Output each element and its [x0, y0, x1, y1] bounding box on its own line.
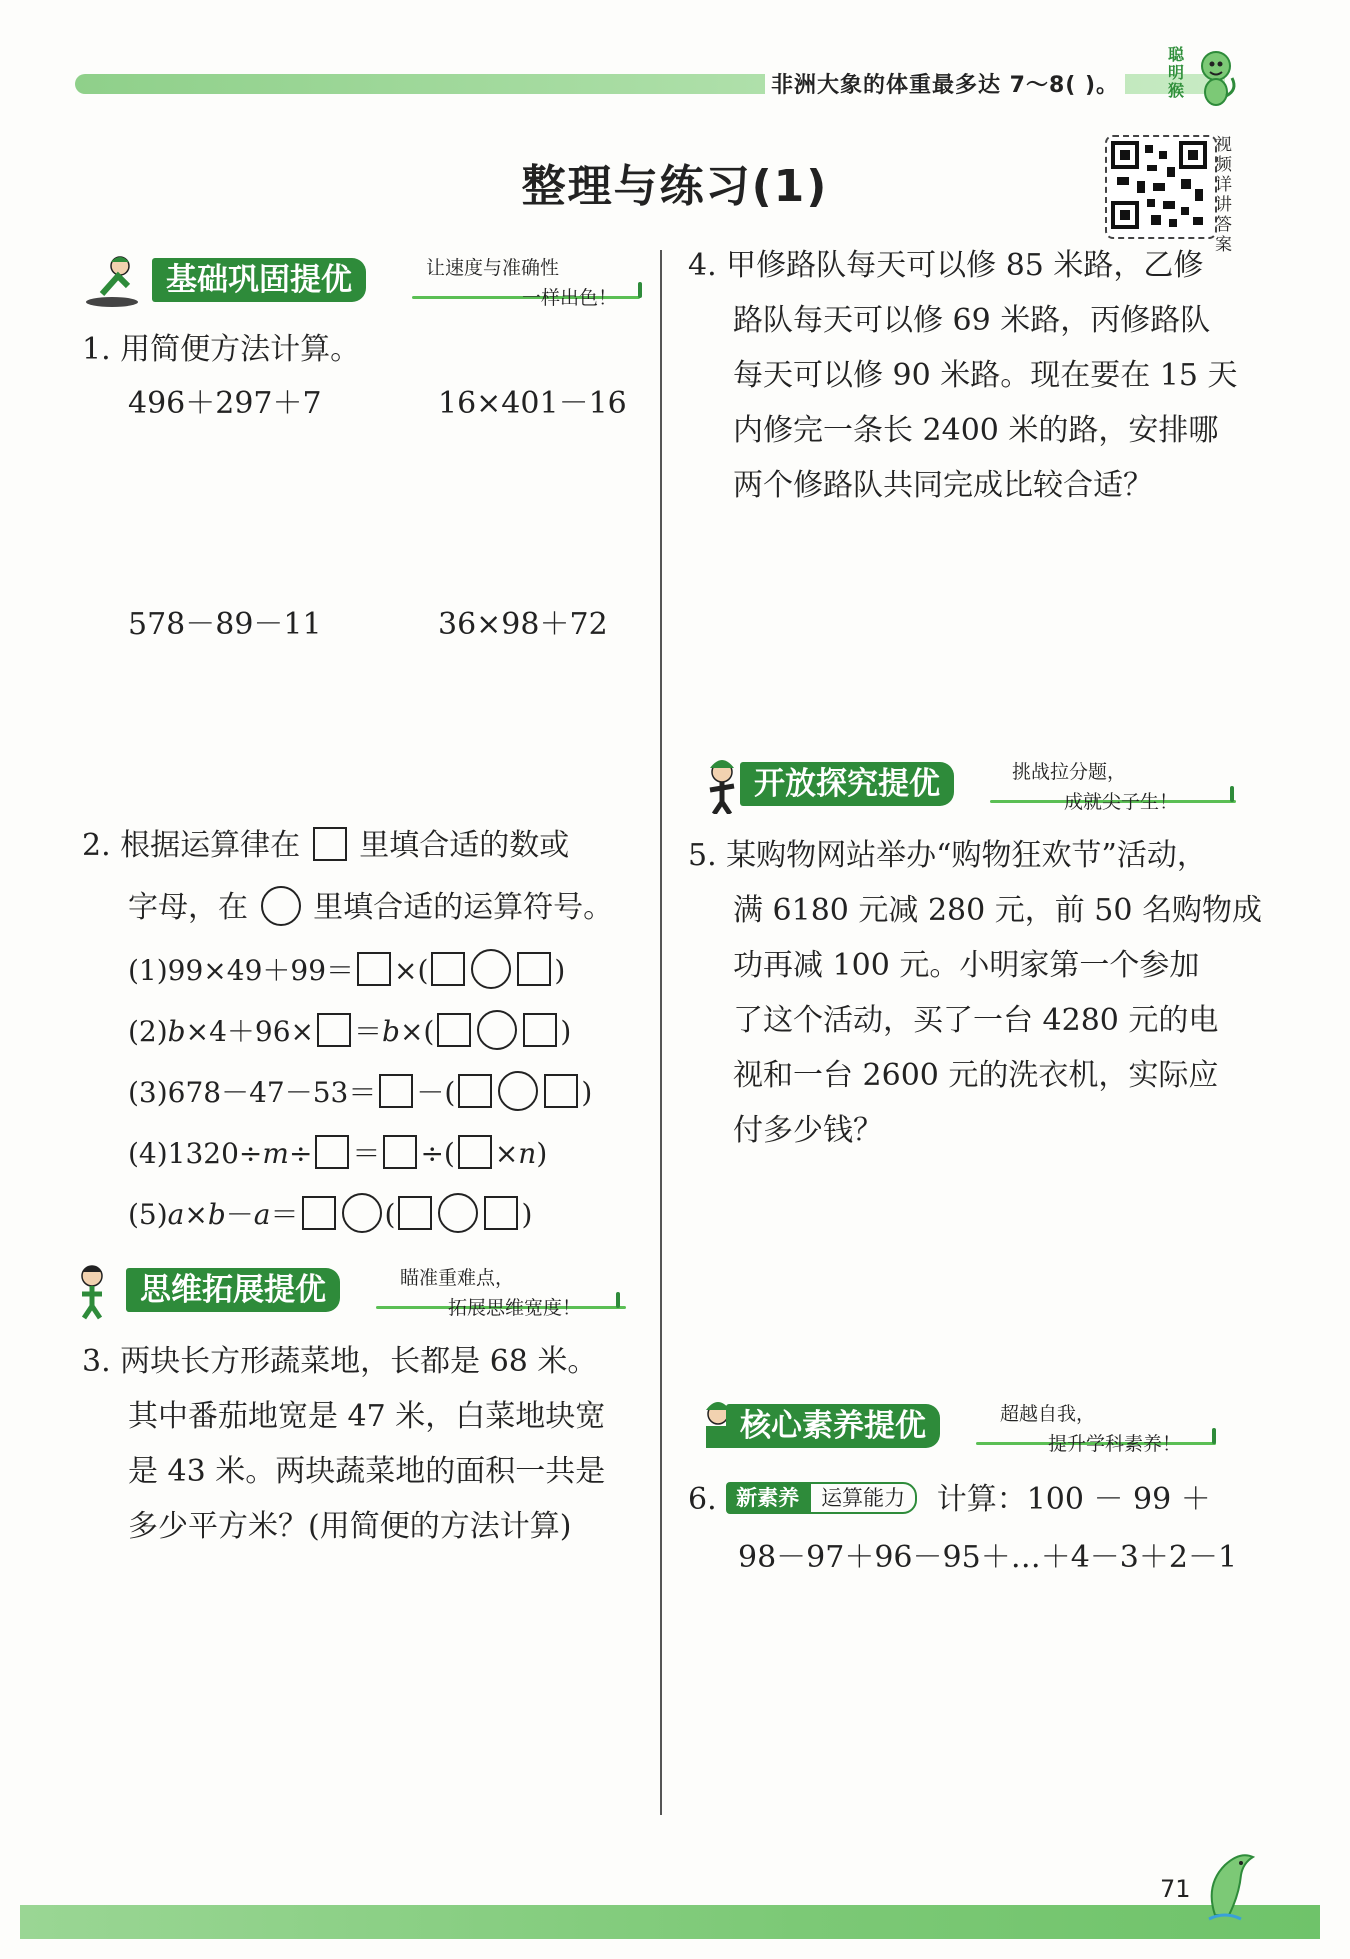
q2-part-text: (3)678－47－53＝: [128, 1076, 377, 1109]
q2-part-5: (5)a×b－a＝ ( ): [128, 1184, 532, 1245]
header-tip: 非洲大象的体重最多达 7～8( )。: [765, 68, 1125, 99]
question-4-line-3: 每天可以修 90 米路。现在要在 15 天: [733, 358, 1238, 393]
qr-caption: 视频详讲答案: [1215, 135, 1232, 255]
answer-box[interactable]: [544, 1074, 578, 1108]
q2-var: n: [518, 1137, 537, 1170]
answer-box[interactable]: [484, 1196, 518, 1230]
section-header-basic: [82, 257, 642, 309]
section-label: 核心素养提优: [726, 1404, 940, 1448]
answer-box[interactable]: [302, 1196, 336, 1230]
q2-part-text: ÷: [288, 1137, 313, 1170]
section-motto-1: 超越自我，: [1000, 1403, 1096, 1425]
q2-part-text: －: [225, 1198, 254, 1231]
q2-part-2: (2)b×4＋96× ＝b×( ): [128, 1001, 571, 1062]
q2-text: 2. 根据运算律在: [82, 828, 301, 863]
q2-part-text: ×4＋96×: [185, 1015, 314, 1048]
answer-circle[interactable]: [438, 1193, 478, 1233]
new-literacy-tag: 新素养: [726, 1482, 809, 1514]
answer-box[interactable]: [517, 952, 551, 986]
q2-part-text: ×: [184, 1198, 208, 1231]
q2-var: m: [262, 1137, 289, 1170]
q2-text: 里填合适的数或: [359, 828, 570, 863]
answer-box[interactable]: [431, 952, 465, 986]
q2-part-1: (1)99×49＋99＝ ×( ): [128, 940, 565, 1001]
answer-box[interactable]: [313, 827, 347, 861]
answer-box[interactable]: [317, 1013, 351, 1047]
q1-expr-b: 16×401－16: [438, 386, 627, 421]
mascot-label: 聪明猴: [1168, 45, 1185, 100]
section-label: 开放探究提优: [740, 762, 954, 806]
answer-box[interactable]: [379, 1074, 413, 1108]
question-6-line-1: [688, 1472, 1211, 1528]
page-number: 71: [1160, 1875, 1191, 1903]
answer-box[interactable]: [523, 1013, 557, 1047]
section-motto-2: 拓展思维宽度！: [448, 1297, 582, 1319]
bottom-banner-stripe: [20, 1905, 1320, 1939]
answer-box[interactable]: [357, 952, 391, 986]
boy-on-skateboard-icon: [82, 252, 148, 310]
section-motto-2: 一样出色！: [522, 287, 618, 309]
q2-part-3: (3)678－47－53＝ －( ): [128, 1062, 592, 1123]
section-header-open: [688, 761, 1238, 813]
dolphin-icon: [1195, 1845, 1265, 1925]
q2-part-4: (4)1320÷m÷ ＝ ÷( ×n): [128, 1137, 548, 1170]
q1-expr-c: 578－89－11: [128, 607, 322, 642]
answer-box[interactable]: [398, 1196, 432, 1230]
question-3-line-4: 多少平方米？(用简便的方法计算): [128, 1509, 572, 1544]
q2-text: 字母，在: [128, 890, 248, 925]
answer-box[interactable]: [315, 1135, 349, 1169]
boy-thinking-icon: [58, 1262, 124, 1320]
answer-circle[interactable]: [477, 1010, 517, 1050]
section-header-thinking: [58, 1267, 628, 1319]
question-4-line-5: 两个修路队共同完成比较合适？: [733, 468, 1153, 503]
q2-var: b: [382, 1015, 400, 1048]
question-5-line-6: 付多少钱？: [733, 1113, 883, 1148]
q2-text: 里填合适的运算符号。: [313, 890, 614, 925]
answer-circle[interactable]: [261, 886, 301, 926]
q2-part-text: (5): [128, 1198, 168, 1231]
question-3-line-2: 其中番茄地宽是 47 米，白菜地块宽: [128, 1399, 606, 1434]
question-5-line-5: 视和一台 2600 元的洗衣机，实际应: [733, 1058, 1219, 1093]
question-3-line-3: 是 43 米。两块蔬菜地的面积一共是: [128, 1454, 606, 1489]
section-motto-2: 提升学科素养！: [1048, 1433, 1182, 1455]
q2-part-text: (1)99×49＋99＝: [128, 954, 355, 987]
question-4-line-4: 内修完一条长 2400 米的路，安排哪: [733, 413, 1219, 448]
answer-box[interactable]: [458, 1074, 492, 1108]
page-title: 整理与练习(1): [521, 161, 829, 212]
section-motto-1: 瞄准重难点，: [400, 1267, 515, 1289]
answer-box[interactable]: [437, 1013, 471, 1047]
q2-part-text: (2): [128, 1015, 168, 1048]
section-motto-2: 成就尖子生！: [1064, 791, 1179, 813]
q1-expr-a: 496＋297＋7: [128, 386, 322, 421]
question-5-line-1: 5. 某购物网站举办“购物狂欢节”活动，: [688, 838, 1207, 873]
q2-var: b: [167, 1015, 186, 1048]
section-motto-1: 挑战拉分题，: [1012, 761, 1127, 783]
answer-circle[interactable]: [498, 1071, 538, 1111]
q2-part-text: (4)1320÷: [128, 1137, 263, 1170]
qr-pattern-icon: [1107, 137, 1211, 233]
question-6-line-2: 98－97＋96－95＋…＋4－3＋2－1: [738, 1540, 1238, 1575]
section-label: 思维拓展提优: [126, 1268, 340, 1312]
section-label: 基础巩固提优: [152, 258, 366, 302]
question-2-line-2: [128, 880, 613, 936]
qr-code[interactable]: [1105, 135, 1217, 239]
answer-box[interactable]: [458, 1135, 492, 1169]
question-5-line-2: 满 6180 元减 280 元，前 50 名购物成: [733, 893, 1262, 928]
q2-var: b: [207, 1198, 226, 1231]
question-1-stem: 1. 用简便方法计算。: [82, 332, 361, 367]
answer-box[interactable]: [383, 1135, 417, 1169]
q1-expr-d: 36×98＋72: [438, 607, 608, 642]
question-4-line-2: 路队每天可以修 69 米路，丙修路队: [733, 303, 1211, 338]
question-3-line-1: 3. 两块长方形蔬菜地，长都是 68 米。: [82, 1344, 598, 1379]
section-motto-1: 让速度与准确性: [426, 257, 560, 279]
section-header-core: [688, 1403, 1218, 1455]
answer-circle[interactable]: [471, 949, 511, 989]
question-4-line-1: 4. 甲修路队每天可以修 85 米路，乙修: [688, 248, 1204, 283]
q6-number: 6.: [688, 1482, 717, 1517]
column-divider: [660, 250, 662, 1815]
q2-var: a: [253, 1198, 271, 1231]
q6-text: 计算：100 － 99 ＋: [936, 1482, 1211, 1517]
question-5-line-3: 功再减 100 元。小明家第一个参加: [733, 948, 1200, 983]
q2-var: a: [167, 1198, 185, 1231]
answer-circle[interactable]: [342, 1193, 382, 1233]
question-5-line-4: 了这个活动，买了一台 4280 元的电: [733, 1003, 1219, 1038]
question-2-line-1: [82, 818, 569, 874]
skill-tag: 运算能力: [809, 1482, 917, 1514]
